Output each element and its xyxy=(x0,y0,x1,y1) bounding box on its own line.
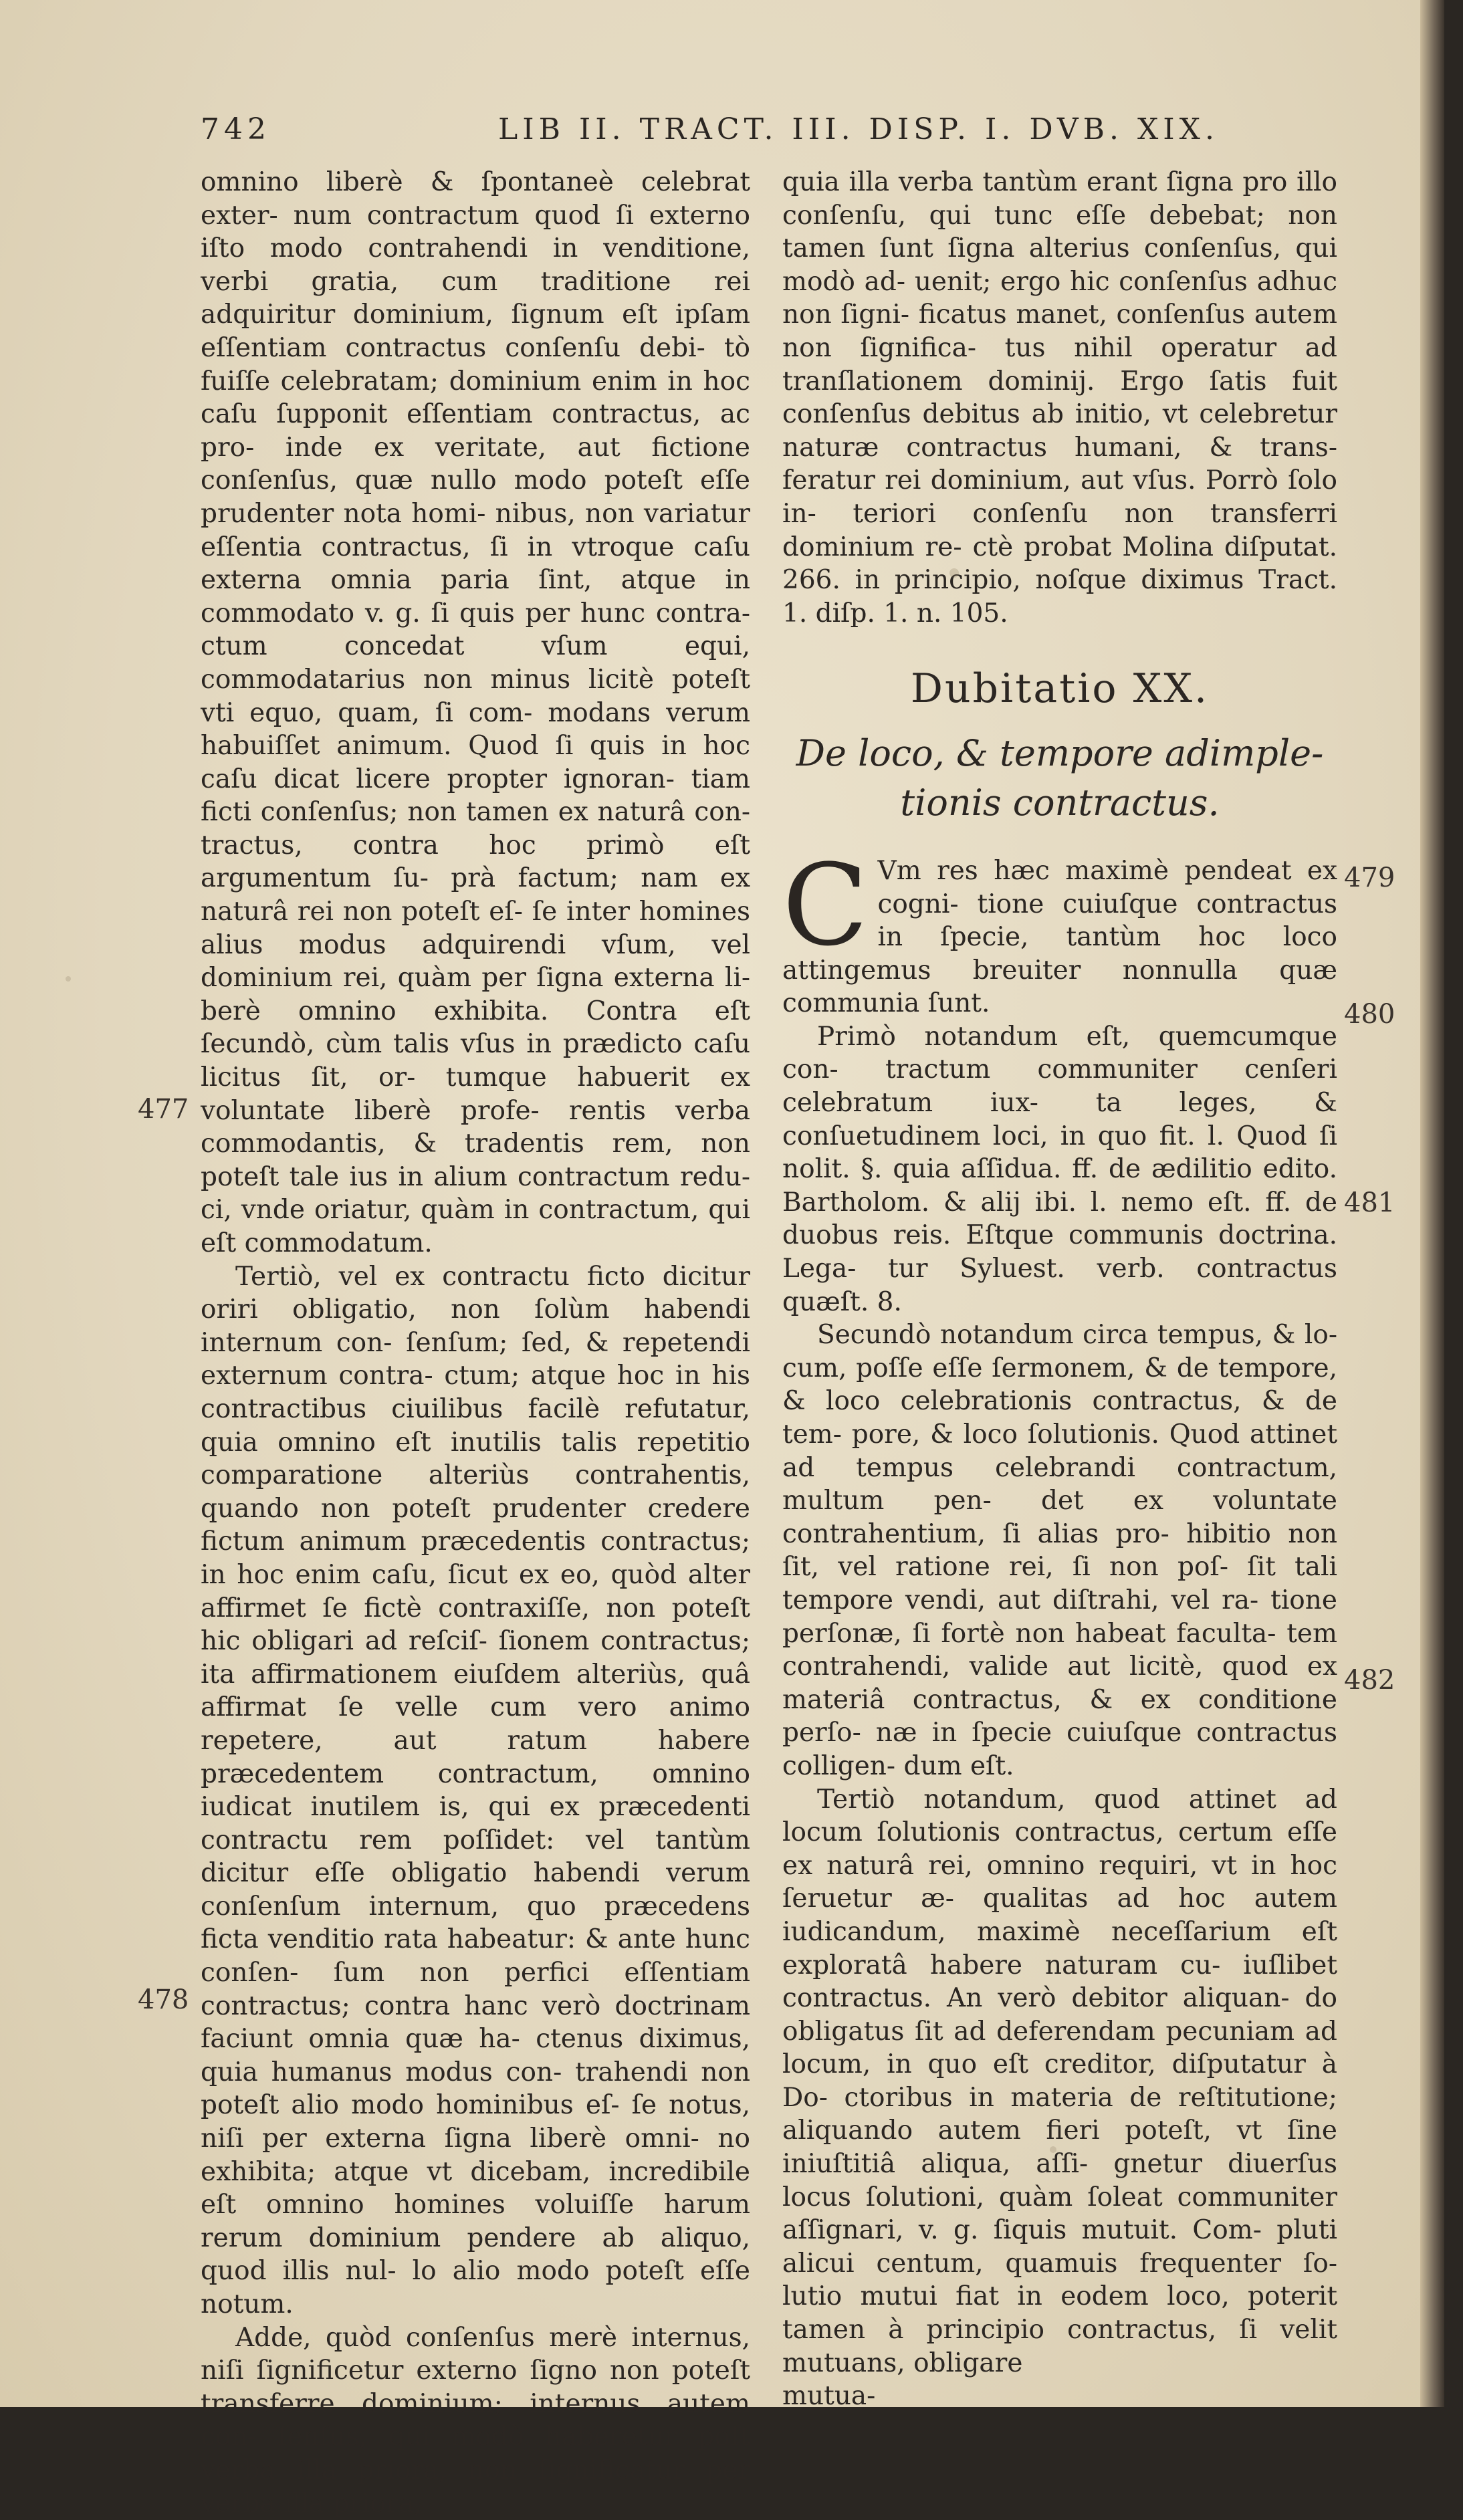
paragraph xyxy=(782,839,1337,1020)
right-column xyxy=(782,166,1337,2413)
paragraph: Adde, quòd conſenſus merè internus, niſi ſignificetur externo ſigno non poteſt transferre dominium; internus autem con- ſenſus, qui modò haberetur poſt verba illa priora, non ſignificatur per verba illa priora, xyxy=(201,2322,750,2519)
paragraph: quia illa verba tantùm erant ſigna pro illo conſenſu, qui tunc eſſe debebat; non tamen ſunt ſigna alterius conſenſus, qui modò ad- uenit; ergo hic conſenſus adhuc non ſigni- ficatus manet, conſenſus autem non ſignifica- tus nihil operatur ad tranſlationem dominij. Ergo ſatis fuit conſenſus debitus ab initio, vt celebretur naturæ contractus humani, & trans- feratur rei dominium, aut vſus. Porrò ſolo in- teriori conſenſu non transferri dominium re- ctè probat Molina diſputat. 266. in principio, noſque diximus Tract. 1. diſp. 1. n. 105. xyxy=(782,167,1337,628)
paragraph: Tertiò, vel ex contractu ficto dicitur oriri obligatio, non ſolùm habendi internum con- ſenſum; ſed, & repetendi externum contra- ctum; atque hoc in his contractibus ciuilibus facilè refutatur, quia omnino eſt inutilis talis repetitio comparatione alteriùs contrahentis, quando non poteſt prudenter credere fictum animum præcedentis contractus; in hoc enim caſu, ſicut ex eo, quòd alter affirmet ſe fictè contraxiſſe, non poteſt hic obligari ad reſciſ- ſionem contractus; ita affirmationem eiuſdem alteriùs, quâ affirmat ſe velle cum vero animo repetere, aut ratum habere præcedentem contractum, omnino iudicat inutilem is, qui ex præcedenti contractu rem poſſidet: vel tantùm dicitur eſſe obligatio habendi verum conſenſum internum, quo præcedens ficta venditio rata habeatur: & ante hunc conſen- ſum non perfici eſſentiam contractus; contra hanc verò doctrinam faciunt omnia quæ ha- ctenus diximus, quia humanus modus con- trahendi non poteſt alio modo hominibus eſ- ſe notus, niſi per externa ſigna liberè omni- no exhibita; atque vt dicebam, incredibile eſt omnino homines voluiſſe harum rerum dominium pendere ab aliquo, quod illis nul- lo alio modo poteſt eſſe notum. xyxy=(201,1261,750,2319)
paragraph: Tertiò notandum, quod attinet ad locum ſolutionis contractus, certum eſſe ex naturâ rei, omnino requiri, vt in hoc ſeruetur æ- qualitas ad hoc autem iudicandum, maximè neceſſarium eſt exploratâ habere naturam cu- iuſlibet contractus. An verò debitor aliquan- do obligatus ſit ad deferendam pecuniam ad locum, in quo eſt creditor, diſputatur à Do- ctoribus in materia de reſtitutione; aliquando autem fieri poteſt, vt ſine iniuſtitiâ aliqua, aſſi- gnetur diuerſus locus ſolutioni, quàm ſoleat communiter aſſignari, v. g. ſiquis mutuit. Com- pluti alicui centum, quamuis frequenter ſo- lutio mutui fiat in eodem loco, poterit tamen à principio contractus, ſi velit mutuans, obligare xyxy=(782,1784,1337,2378)
running-header xyxy=(201,112,1337,159)
page-number: 742 xyxy=(201,112,271,146)
running-title: LIB II. TRACT. III. DISP. I. DVB. XIX. xyxy=(498,112,1219,146)
drop-cap: C xyxy=(782,839,869,971)
margin-number: 482 xyxy=(1344,1665,1395,1696)
section-title: Dubitatio XX. xyxy=(910,665,1210,713)
paragraph: Primò notandum eſt, quemcumque con- tractum communiter cenſeri celebratum iux- ta leges, & conſuetudinem loci, in quo fit. l. Quod ſi nolit. §. quia aſſidua. ff. de ædilitio edito. Bartholom. & alij ibi. l. nemo eſt. ff. de duobus reis. Eſtque communis doctrina. Lega- tur Syluest. verb. contractus quæſt. 8. xyxy=(782,1021,1337,1317)
margin-number: 477 xyxy=(138,1094,189,1125)
margin-number: 479 xyxy=(1344,863,1395,893)
left-column xyxy=(201,166,750,2520)
paragraph: omnino liberè & ſpontaneè celebrat exter- num contractum quod ſi externo iſto modo contrahendi in venditione, verbi gratia, cum traditione rei adquiritur dominium, ſignum eſt ipſam eſſentiam contractus conſenſu debi- tò fuiſſe celebratam; dominium enim in hoc caſu ſupponit eſſentiam contractus, ac pro- inde ex veritate, aut fictione conſenſus, quæ nullo modo poteſt eſſe prudenter nota homi- nibus, non variatur eſſentia contractus, ſi in vtroque caſu externa omnia paria ſint, atque in commodato v. g. ſi quis per hunc contra- ctum concedat vſum equi, commodatarius non minus licitè poteſt vti equo, quam, ſi com- modans verum habuiſſet animum. Quod ſi quis in hoc caſu dicat licere propter ignoran- tiam ficti conſenſus; non tamen ex naturâ con- tractus, contra hoc primò eſt argumentum ſu- prà factum; nam ex naturâ rei non poteſt eſ- ſe inter homines alius modus adquirendi vſum, vel dominium rei, quàm per ſigna externa li- berè omnino exhibita. Contra eſt ſecundò, cùm talis vſus in prædicto caſu licitus ſit, or- tumque habuerit ex voluntate liberè profe- rentis verba commodantis, & tradentis rem, non poteſt tale ius in alium contractum redu- ci, vnde oriatur, quàm in contractum, qui eſt commodatum. xyxy=(201,167,750,1258)
ink-spot xyxy=(1050,2146,1056,2153)
margin-number: 478 xyxy=(138,1984,189,2015)
ink-spot xyxy=(949,568,959,578)
catchword: mutua- xyxy=(782,2381,876,2412)
margin-number: 481 xyxy=(1344,1187,1395,1218)
page-gutter-shadow xyxy=(1420,0,1444,2407)
paragraph: Secundò notandum circa tempus, & lo- cum, poſſe eſſe ſermonem, & de tempore, & loco celebrationis contractus, & de tem- pore, & loco ſolutionis. Quod attinet ad tempus celebrandi contractum, multum pen- det ex voluntate contrahentium, ſi alias pro- hibitio non ſit, vel ratione rei, ſi non poſ- ſit tali tempore vendi, aut diſtrahi, vel ra- tione perſonæ, ſi fortè non habeat faculta- tem contrahendi, valide aut licitè, quod ex materiâ contractus, & ex conditione perſo- næ in ſpecie cuiuſque contractus colligen- dum eſt. xyxy=(782,1320,1337,1781)
margin-number: 480 xyxy=(1344,999,1395,1030)
ink-spot xyxy=(66,976,71,982)
first-paragraph-text: Vm res hæc maximè pendeat ex cogni- tione cuiuſque contractus in ſpecie, tantùm hoc loco attingemus breuiter nonnulla quæ communia ſunt. xyxy=(782,855,1337,1019)
section-subtitle: De loco, & tempore adimple- tionis contractus. xyxy=(796,731,1324,824)
